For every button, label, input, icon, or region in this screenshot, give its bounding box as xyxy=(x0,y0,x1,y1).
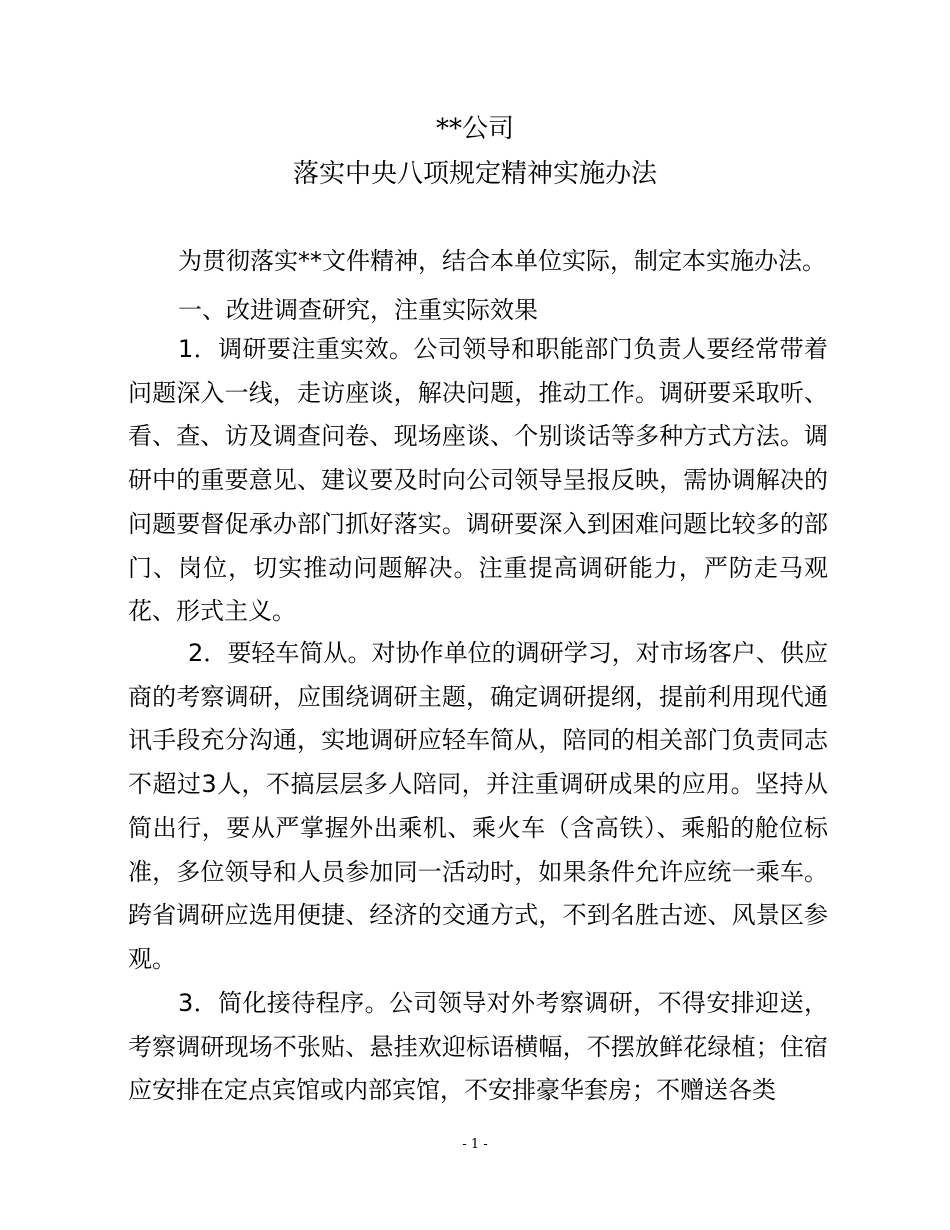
intro-paragraph: 为贯彻落实**文件精神，结合本单位实际，制定本实施办法。 xyxy=(178,247,826,275)
company-title: **公司 xyxy=(435,114,514,144)
paragraph-2: 2．要轻车简从。对协作单位的调研学习，对市场客户、供应商的考察调研，应围绕调研主题，确定调研提纲，提前利用现代通讯手段充分沟通，实地调研应轻车简从，陪同的相关部门负责同志不超过3人，不搞层层多人陪同，并注重调研成果的应用。坚持从简出行，要从严掌握外出乘机、乘火车（含高铁）、乘船的舱位标准，多位领导和人员参加同一活动时，如果条件允许应统一乘车。跨省调研应选用便捷、经济的交通方式，不到名胜古迹、风景区参观。 xyxy=(128,639,828,973)
document-title: 落实中央八项规定精神实施办法 xyxy=(292,159,657,189)
section-heading: 一、改进调查研究，注重实际效果 xyxy=(178,296,538,324)
page-number: - 1 - xyxy=(462,1137,488,1152)
paragraph-3: 3．简化接待程序。公司领导对外考察调研，不得安排迎送，考察调研现场不张贴、悬挂欢迎标语横幅，不摆放鲜花绿植；住宿应安排在定点宾馆或内部宾馆，不安排豪华套房；不赠送各类 xyxy=(128,989,828,1105)
paragraph-1: 1．调研要注重实效。公司领导和职能部门负责人要经常带着问题深入一线，走访座谈，解决问题，推动工作。调研要采取听、看、查、访及调查问卷、现场座谈、个别谈话等多种方式方法。调研中的重要意见、建议要及时向公司领导呈报反映，需协调解决的问题要督促承办部门抓好落实。调研要深入到困难问题比较多的部门、岗位，切实推动问题解决。注重提高调研能力，严防走马观花、形式主义。 xyxy=(128,335,828,626)
